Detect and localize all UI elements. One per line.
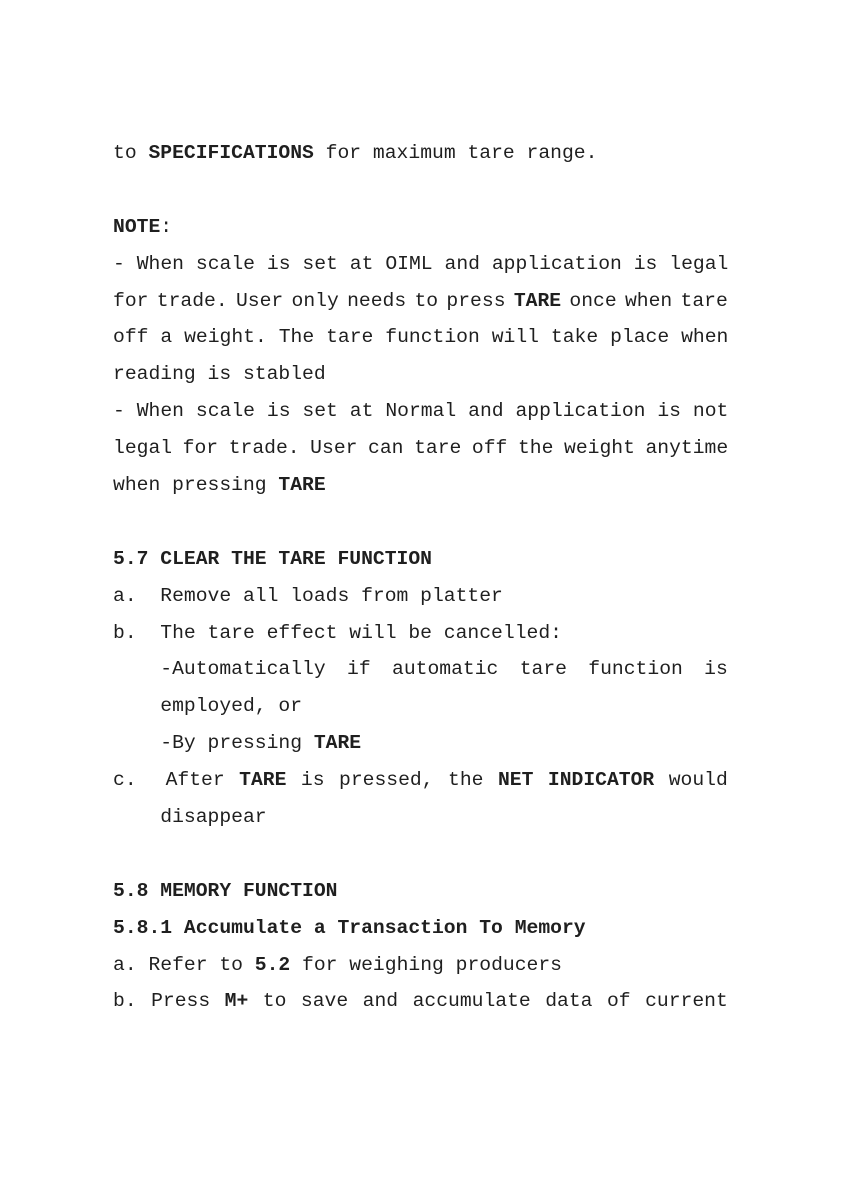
body-text: c. After: [113, 769, 240, 792]
body-text: -Automatically if automatic tare function is: [160, 658, 728, 681]
line-text: [113, 990, 728, 1012]
text-line: [160, 651, 728, 688]
bold-text: TARE: [278, 474, 326, 497]
text-line: [113, 319, 728, 356]
text-line: [113, 762, 728, 799]
text-line: [113, 615, 728, 652]
line-text: [113, 142, 597, 164]
body-text: when pressing: [113, 474, 279, 497]
text-line: [113, 983, 728, 1020]
bold-text: TARE: [513, 289, 562, 312]
body-text: :: [160, 215, 173, 238]
bold-text: 5.8.1 Accumulate a Transaction To Memory: [113, 916, 586, 939]
text-line: [113, 873, 728, 910]
body-text: off a weight. The tare function will take place when: [113, 326, 729, 349]
bold-text: NET INDICATOR: [497, 769, 655, 792]
text-line: [113, 172, 728, 209]
body-text: - When scale is set at OIML and application is legal: [113, 252, 729, 275]
text-line: [160, 688, 728, 725]
line-text: [113, 622, 562, 644]
line-text: [113, 548, 432, 570]
text-line: [113, 209, 728, 246]
line-text: [113, 769, 728, 791]
text-line: [113, 356, 728, 393]
line-text: [113, 954, 562, 976]
text-content: [113, 135, 728, 1020]
body-text: legal for trade. User can tare off the weight anytime: [113, 437, 729, 460]
body-text: b. Press: [113, 990, 225, 1013]
body-text: is pressed, the: [286, 769, 498, 792]
text-line: [113, 393, 728, 430]
body-text: to: [113, 142, 149, 164]
text-line: [113, 283, 728, 320]
bold-text: TARE: [313, 732, 362, 755]
line-text: [113, 363, 326, 385]
text-line: [113, 135, 728, 172]
line-text: [113, 326, 728, 348]
line-text: [113, 400, 728, 422]
line-text: [160, 658, 728, 680]
body-text: would: [654, 769, 728, 792]
text-line: [113, 504, 728, 541]
line-text: [113, 474, 326, 496]
body-text: b. The tare effect will be cancelled:: [113, 621, 562, 644]
line-text: [113, 216, 172, 238]
body-text: a. Refer to: [113, 953, 255, 976]
line-text: [113, 290, 728, 312]
line-text: [113, 585, 503, 607]
body-text: a. Remove all loads from platter: [113, 584, 503, 607]
body-text: for maximum tare range.: [313, 142, 598, 164]
body-text: disappear: [160, 806, 267, 829]
text-line: [113, 836, 728, 873]
bold-text: 5.7 CLEAR THE TARE FUNCTION: [113, 547, 432, 570]
text-line: [113, 246, 728, 283]
body-text: - When scale is set at Normal and application is not: [113, 400, 729, 423]
text-line: [113, 541, 728, 578]
line-text: [160, 806, 266, 828]
body-text: for trade. User only needs to press: [113, 289, 514, 312]
bold-text: NOTE: [113, 215, 161, 238]
body-text: employed, or: [160, 695, 303, 718]
text-line: [113, 947, 728, 984]
body-text: to save and accumulate data of current: [248, 990, 728, 1013]
bold-text: TARE: [239, 769, 287, 792]
line-text: [160, 732, 361, 754]
body-text: once when tare: [561, 289, 728, 312]
line-text: [113, 253, 728, 275]
line-text: [113, 437, 728, 459]
text-line: [113, 467, 728, 504]
line-text: [113, 880, 337, 902]
body-text: for weighing producers: [290, 953, 562, 976]
text-line: [113, 430, 728, 467]
text-line: [113, 910, 728, 947]
text-line: [113, 578, 728, 615]
text-line: [160, 725, 728, 762]
body-text: -By pressing: [160, 732, 314, 755]
bold-text: M+: [224, 990, 249, 1013]
text-line: [160, 799, 728, 836]
body-text: reading is stabled: [113, 363, 326, 386]
bold-text: SPECIFICATIONS: [148, 142, 314, 164]
line-text: [113, 917, 586, 939]
line-text: [160, 695, 302, 717]
bold-text: 5.2: [254, 953, 291, 976]
bold-text: 5.8 MEMORY FUNCTION: [113, 879, 338, 902]
